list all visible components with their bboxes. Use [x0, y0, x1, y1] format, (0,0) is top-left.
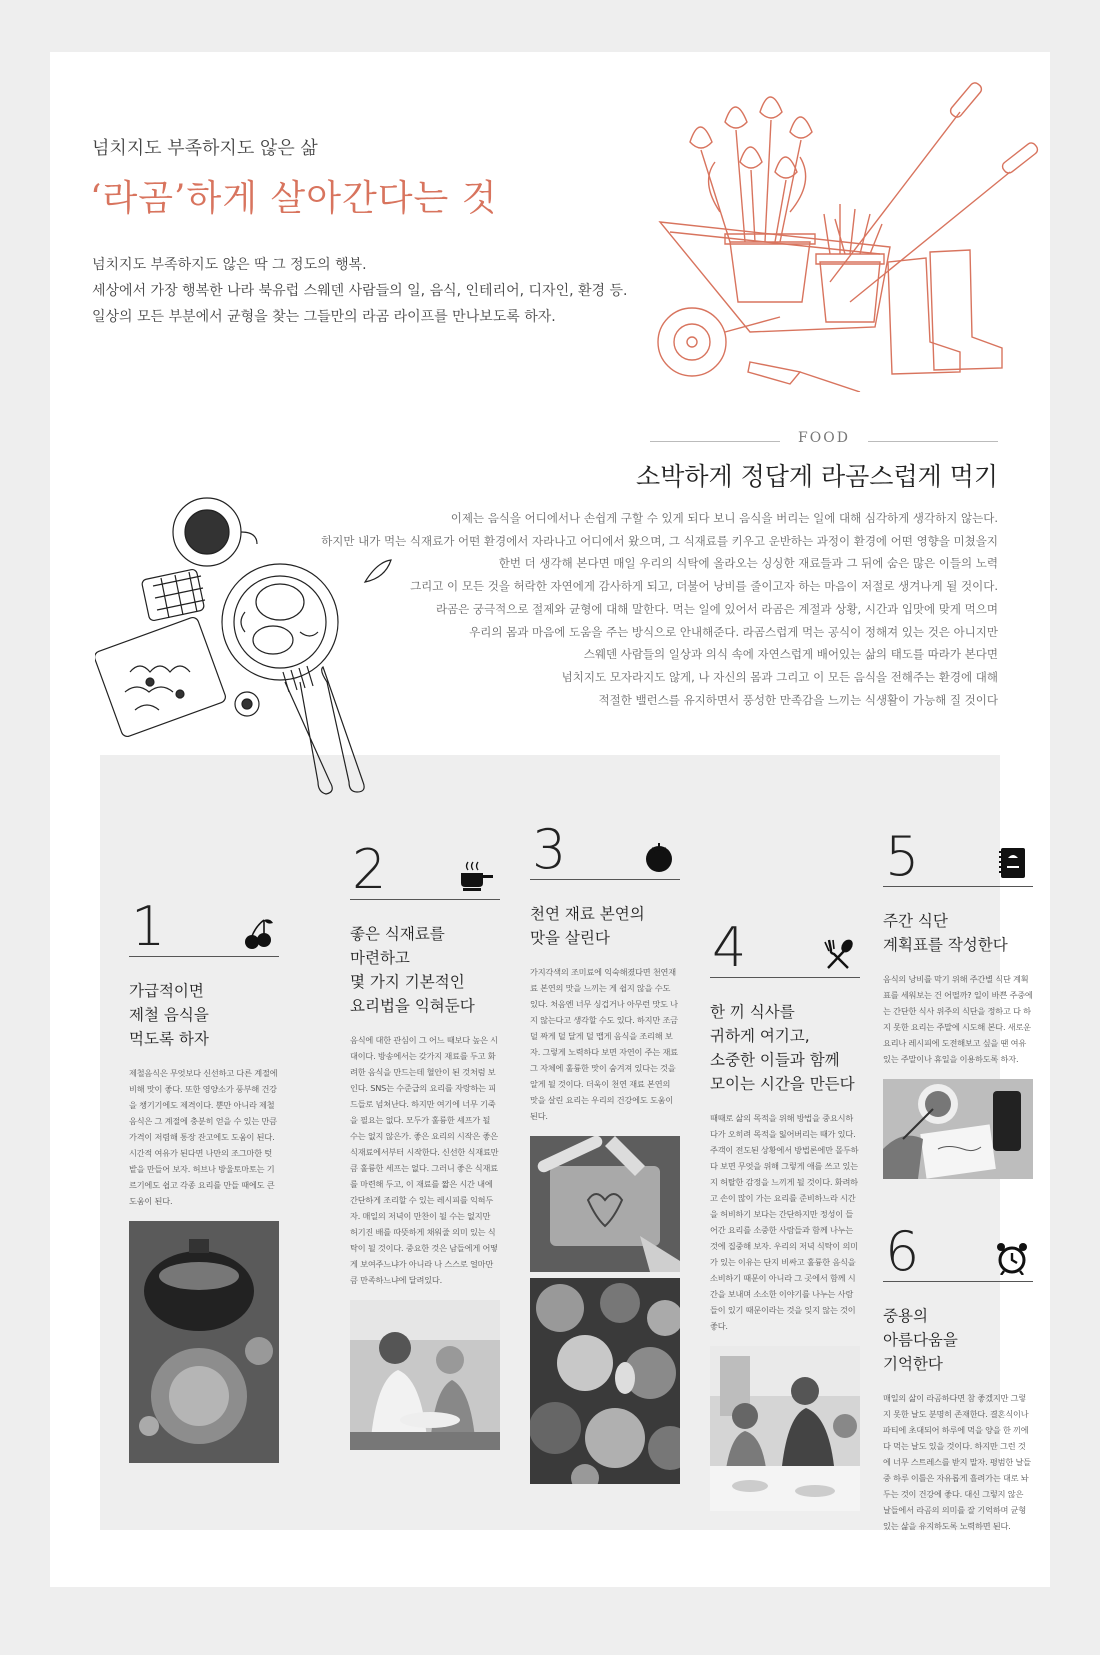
body-line: 적절한 밸런스를 유지하면서 풍성한 만족감을 느끼는 식생활이 가능해 질 것이다	[598, 692, 998, 707]
step-body: 제철음식은 무엇보다 신선하고 다른 계절에 비해 맛이 좋다. 또한 영양소가 풍부해 건강을 챙기기에도 제격이다. 뿐만 아니라 제철음식은 그 계절에 충분히 얻을 수 있는 만큼 가격이 저렴해 통장 잔고에도 도움이 된다. 시간적 여유가 된다면 나만의 조그마한 텃밭을 만들어 보자. 허브나 방울토마토는 기르기에도 쉽고 각종 요리를 만들 때에도 큰 도움이 된다.	[129, 1068, 278, 1206]
tomato-icon	[642, 839, 676, 873]
body-line: 라곰은 궁극적으로 절제와 균형에 대해 말한다. 먹는 일에 있어서 라곰은 계절과 상황, 시간과 입맛에 맞게 먹으며	[435, 601, 998, 616]
section-title: 소박하게 정답게 라곰스럽게 먹기	[636, 462, 998, 491]
fork-spoon-icon	[822, 937, 856, 971]
step-card	[129, 895, 279, 1463]
cherry-icon	[241, 916, 275, 950]
food-table-illustration	[95, 482, 425, 822]
body-line: 그리고 이 모든 것을 허락한 자연에게 감사하게 되고, 더불어 낭비를 줄이고자 하는 마음이 저절로 생겨나게 될 것이다.	[410, 579, 998, 594]
step-title: 주간 식단 계획표를 작성한다	[883, 912, 1008, 954]
tagline: 넘치지도 부족하지도 않은 삶	[92, 138, 318, 159]
step-number: 3	[532, 818, 567, 881]
headline: ‘라곰’하게 살아간다는 것	[90, 178, 498, 219]
intro-line: 세상에서 가장 행복한 나라 북유럽 스웨덴 사람들의 일, 음식, 인테리어, 디자인, 환경 등.	[92, 283, 628, 299]
body-line: 넘치지도 모자라지도 않게, 나 자신의 몸과 그리고 이 모든 음식을 전해주는 환경에 대해	[561, 669, 998, 684]
step-header	[883, 1220, 1033, 1283]
step-number: 5	[885, 825, 920, 888]
step-body: 가지각색의 조미료에 익숙해졌다면 천연재료 본연의 맛을 느끼는 게 쉽지 않을 수도 있다. 처음엔 너무 싱겁거나 아무런 맛도 나지 않는다고 생각할 수도 있다. 하지만 조금 덜 짜게 덜 달게 덜 맵게 음식을 조리해 보자. 그렇게 노력하다 보면 자연이 주는 재료 그 자체에 훌륭한 맛이 숨겨져 있다는 것을 알게 될 것이다. 더욱이 천연 재료 본연의 맛을 살린 요리는 우리의 건강에도 도움이 된다.	[530, 967, 678, 1121]
step-body: 때때로 삶의 목적을 위해 방법을 중요시하다가 오히려 목적을 잃어버리는 때가 있다. 주객이 전도된 상황에서 방법론에만 몰두하다 보면 무엇을 위해 그렇게 애를 쓰고 있는지 허탈한 감정을 느끼게 될 것이다. 화려하고 손이 많이 가는 요리를 준비하느라 시간을 허비하기 보다는 간단하지만 정성이 들어간 요리를 소중한 사람들과 함께 나누는 것에 집중해 보자. 우리의 저녁 식탁이 의미가 있는 이유는 단지 비싸고 훌륭한 음식을 소비하기 때문이 아니라 그 곳에서 함께 시간을 보내며 소소한 이야기를 나누는 사람들이 있기 때문이라는 것을 잊지 않는 것이 좋다.	[710, 1113, 859, 1331]
step-number: 2	[352, 838, 387, 901]
step-card	[530, 818, 680, 1484]
step-title: 가급적이면 제철 음식을 먹도록 하자	[129, 982, 209, 1048]
body-line: 우리의 몸과 마음에 도움을 주는 방식으로 안내해준다. 라곰스럽게 먹는 공식이 정해져 있는 것은 아니지만	[469, 624, 998, 639]
step-number: 6	[885, 1220, 920, 1283]
ingredients-bowls-photo	[530, 1278, 680, 1484]
dinner-friends-photo	[710, 1346, 860, 1511]
page	[50, 52, 1050, 1587]
section-label	[650, 430, 998, 454]
intro-line: 일상의 모든 부분에서 균형을 찾는 그들만의 라곰 라이프를 만나보도록 하자.	[92, 309, 556, 325]
family-cooking-photo	[350, 1300, 500, 1450]
step-header	[530, 818, 680, 881]
step-number: 1	[131, 895, 166, 958]
body-line: 하지만 내가 먹는 식재료가 어떤 환경에서 자라나고 어디에서 왔으며, 그 식재료를 키우고 운반하는 과정이 환경에 어떤 영향을 미쳤을지	[321, 533, 998, 548]
divider	[868, 441, 998, 442]
step-header	[350, 838, 500, 901]
section-label-text: FOOD	[798, 430, 850, 446]
step-body: 음식의 낭비를 막기 위해 주간별 식단 계획표를 세워보는 건 어떨까? 일이 바쁜 주중에는 간단한 식사 위주의 식단을 정하고 다 하지 못한 요리는 주말에 시도해 본다. 새로운 요리나 레시피에 도전해보고 싶을 땐 여유 있는 주말이나 휴일을 이용하도록 하자.	[883, 974, 1033, 1064]
body-line: 한번 더 생각해 본다면 매일 우리의 식탁에 올라오는 싱싱한 재료들과 그 뒤에 숨은 많은 이들의 노력	[498, 556, 998, 571]
meal-planning-photo	[883, 1079, 1033, 1179]
cooking-pot-icon	[452, 859, 496, 893]
step-card	[350, 838, 500, 1450]
step-title: 중용의 아름다움을 기억한다	[883, 1307, 958, 1373]
step-card	[883, 1220, 1033, 1534]
step-title: 천연 재료 본연의 맛을 살린다	[530, 905, 645, 947]
alarm-clock-icon	[995, 1241, 1029, 1275]
body-line: 이제는 음식을 어디에서나 손쉽게 구할 수 있게 되다 보니 음식을 버리는 일에 대해 심각하게 생각하지 않는다.	[450, 511, 998, 525]
step-body: 음식에 대한 관심이 그 어느 때보다 높은 시대이다. 방송에서는 갖가지 재료를 두고 화려한 음식을 만드는데 혈안이 된 것처럼 보인다. SNS는 수준급의 요리를 자랑하는 피드들로 넘쳐난다. 하지만 여기에 너무 기죽을 필요는 없다. 모두가 훌륭한 셰프가 될 수는 없지 않은가. 좋은 요리의 시작은 좋은 식재료에서부터 시작한다. 신선한 식재료만큼 훌륭한 세프는 없다. 그러니 좋은 식재료를 마련해 두고, 이 재료를 짧은 시간 내에 간단하게 조리할 수 있는 레시피를 익혀두자. 매일의 저녁이 만찬이 될 수는 없지만 허기진 배를 따뜻하게 채워줄 의미 있는 식탁이 될 것이다. 중요한 것은 남들에게 어떻게 보여주느냐가 아니라 나 스스로 얼마만큼 만족하느냐에 달려있다.	[350, 1035, 499, 1285]
menu-book-icon	[995, 846, 1029, 880]
body-line: 스웨덴 사람들의 일상과 의식 속에 자연스럽게 배어있는 삶의 태도를 따라가 본다면	[583, 647, 998, 662]
step-header	[710, 916, 860, 979]
step-header	[883, 825, 1033, 888]
step-card	[710, 916, 860, 1511]
intro-text	[92, 252, 652, 330]
kitchen-photo	[129, 1221, 279, 1463]
step-header	[129, 895, 279, 958]
step-title: 한 끼 식사를 귀하게 여기고, 소중한 이들과 함께 모이는 시간을 만든다	[710, 1003, 855, 1093]
step-title: 좋은 식재료를 마련하고 몇 가지 기본적인 요리법을 익혀둔다	[350, 925, 475, 1015]
intro-line: 넘치지도 부족하지도 않은 딱 그 정도의 행복.	[92, 257, 367, 273]
wheelbarrow-illustration	[630, 72, 1040, 392]
step-body: 매일의 삶이 라곰하다면 참 좋겠지만 그렇지 못한 날도 분명히 존재한다. 결혼식이나 파티에 초대되어 하루에 먹을 양을 한 끼에 다 먹는 날도 있을 것이다. 하지만 그런 것에 너무 스트레스를 받지 말자. 평범한 날들 중 하루 이틀은 자유롭게 흘려가는 대로 놔두는 것이 건강에 좋다. 대신 그렇지 않은 날들에서 라곰의 의미를 잘 기억하며 균형 있는 삶을 유지하도록 노력하면 된다.	[883, 1393, 1031, 1531]
step-card	[883, 825, 1033, 1179]
step-number: 4	[712, 916, 747, 979]
baking-photo	[530, 1136, 680, 1272]
